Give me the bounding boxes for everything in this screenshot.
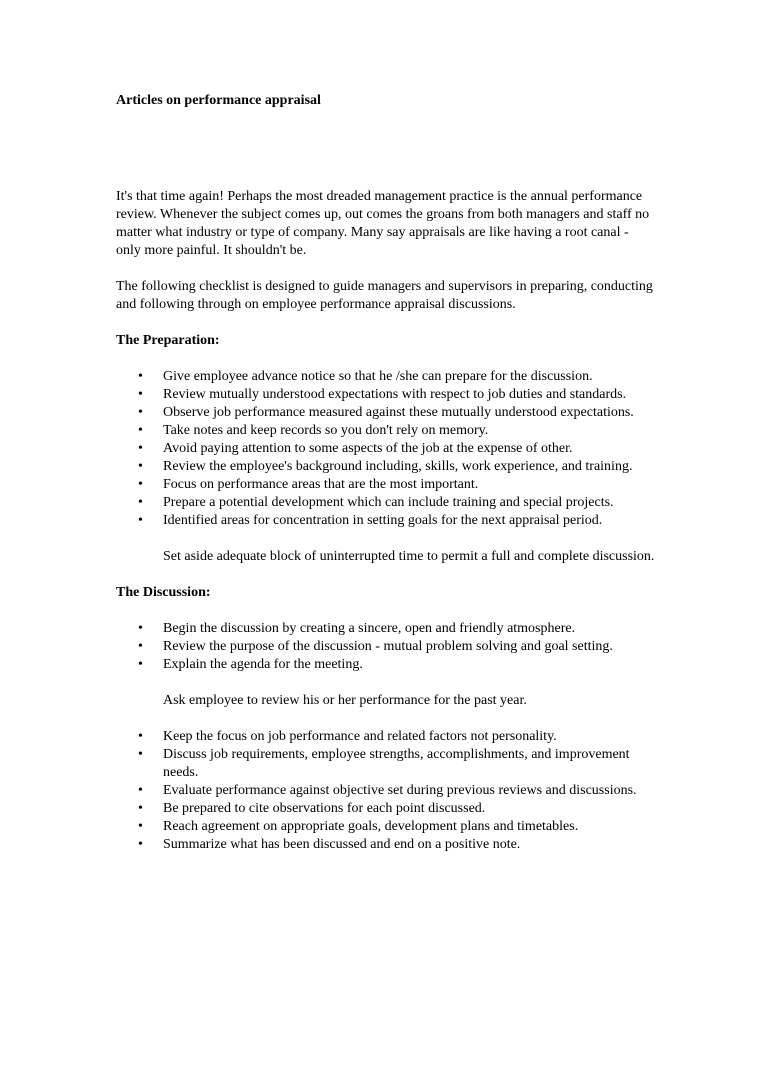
bullet-icon: • — [138, 387, 143, 402]
list-item — [116, 818, 656, 836]
list-item — [116, 656, 656, 674]
bullet-icon: • — [138, 513, 143, 528]
list-item — [116, 782, 656, 800]
bullet-icon: • — [138, 657, 143, 672]
list-item-text: Avoid paying attention to some aspects of the job at the expense of other. — [163, 441, 573, 456]
bullet-icon: • — [138, 459, 143, 474]
list-item-text: Focus on performance areas that are the most important. — [163, 477, 479, 492]
bullet-icon: • — [138, 495, 143, 510]
list-item-text: Review the employee's background including, skills, work experience, and training. — [163, 459, 633, 474]
preparation-list — [116, 368, 656, 530]
checklist-paragraph: The following checklist is designed to guide managers and supervisors in preparing, conducting and following through on employee performance appraisal discussions. — [116, 279, 653, 312]
list-item — [116, 476, 656, 494]
list-item-text: Discuss job requirements, employee strengths, accomplishments, and improvement needs. — [163, 747, 630, 780]
list-item — [116, 386, 656, 404]
list-item — [116, 638, 656, 656]
list-item-text: Prepare a potential development which can include training and special projects. — [163, 495, 614, 510]
list-item — [116, 800, 656, 818]
bullet-icon: • — [138, 477, 143, 492]
bullet-icon: • — [138, 783, 143, 798]
list-item-text: Begin the discussion by creating a sincere, open and friendly atmosphere. — [163, 621, 576, 636]
list-item — [116, 404, 656, 422]
discussion-list-b — [116, 728, 656, 854]
document-title: Articles on performance appraisal — [116, 93, 321, 108]
bullet-icon: • — [138, 621, 143, 636]
list-item-text: Observe job performance measured against these mutually understood expectations. — [163, 405, 634, 420]
bullet-icon: • — [138, 639, 143, 654]
bullet-icon: • — [138, 801, 143, 816]
list-item-text: Identified areas for concentration in setting goals for the next appraisal period. — [163, 513, 603, 528]
list-item-text: Explain the agenda for the meeting. — [163, 657, 363, 672]
preparation-heading: The Preparation: — [116, 333, 220, 348]
bullet-icon: • — [138, 405, 143, 420]
bullet-icon: • — [138, 747, 143, 762]
list-item — [116, 728, 656, 746]
discussion-heading: The Discussion: — [116, 585, 211, 600]
list-item-text: Summarize what has been discussed and end on a positive note. — [163, 837, 521, 852]
bullet-icon: • — [138, 837, 143, 852]
discussion-list-a — [116, 620, 656, 674]
discussion-note: Ask employee to review his or her performance for the past year. — [163, 693, 527, 708]
list-item — [116, 422, 656, 440]
list-item — [116, 512, 656, 530]
list-item — [116, 368, 656, 386]
list-item-text: Review mutually understood expectations with respect to job duties and standards. — [163, 387, 627, 402]
bullet-icon: • — [138, 819, 143, 834]
bullet-icon: • — [138, 423, 143, 438]
list-item — [116, 440, 656, 458]
list-item-text: Review the purpose of the discussion - mutual problem solving and goal setting. — [163, 639, 613, 654]
list-item — [116, 746, 656, 782]
list-item-text: Give employee advance notice so that he /she can prepare for the discussion. — [163, 369, 593, 384]
list-item-text: Keep the focus on job performance and related factors not personality. — [163, 729, 557, 744]
document-page — [116, 92, 656, 854]
list-item-text: Be prepared to cite observations for each point discussed. — [163, 801, 486, 816]
bullet-icon: • — [138, 441, 143, 456]
list-item — [116, 620, 656, 638]
list-item-text: Evaluate performance against objective set during previous reviews and discussions. — [163, 783, 637, 798]
list-item-text: Take notes and keep records so you don't rely on memory. — [163, 423, 489, 438]
list-item — [116, 836, 656, 854]
bullet-icon: • — [138, 369, 143, 384]
list-item-text: Reach agreement on appropriate goals, development plans and timetables. — [163, 819, 579, 834]
intro-paragraph: It's that time again! Perhaps the most dreaded management practice is the annual performance review. Whenever the subject comes up, out comes the groans from both managers and staff no matter what industry or type of company. Many say appraisals are like having a root canal - only more painful. It shouldn't be. — [116, 189, 650, 258]
bullet-icon: • — [138, 729, 143, 744]
list-item — [116, 494, 656, 512]
preparation-note: Set aside adequate block of uninterrupted time to permit a full and complete discussion. — [163, 549, 655, 564]
list-item — [116, 458, 656, 476]
